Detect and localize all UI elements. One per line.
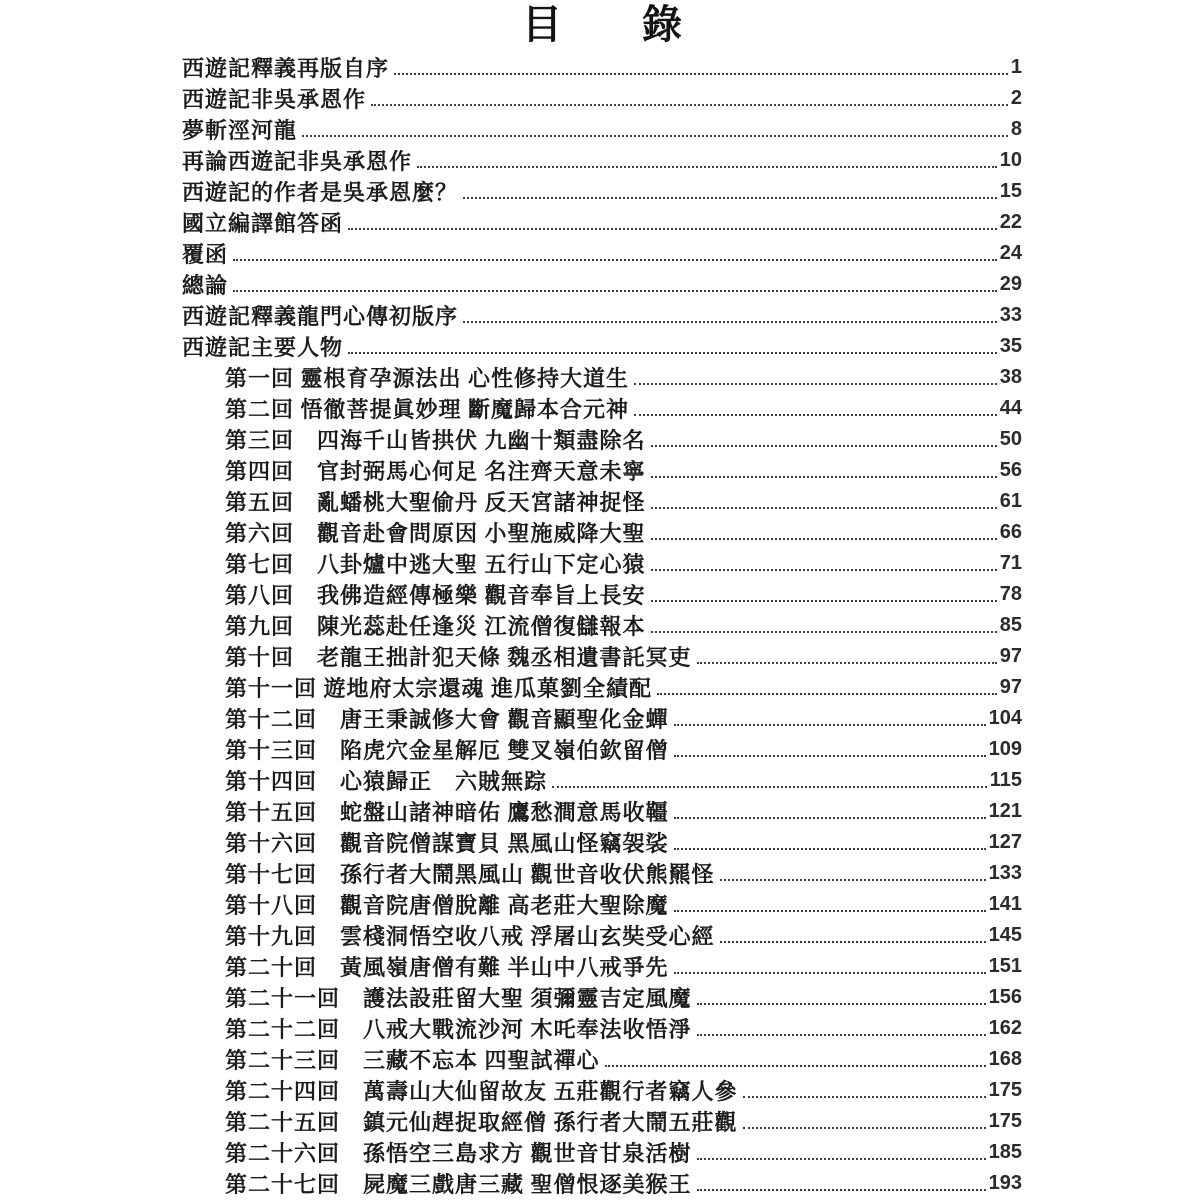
dot-leader: [674, 755, 986, 757]
toc-entry: [182, 268, 1022, 299]
toc-entry-text: 覆函: [182, 242, 229, 267]
toc-entry: [182, 299, 1022, 330]
toc-entry: [182, 1105, 1022, 1136]
dot-leader: [720, 879, 986, 881]
toc-page-number: 8: [1010, 118, 1022, 140]
dot-leader: [634, 383, 997, 385]
toc-entry: [182, 795, 1022, 826]
dot-leader: [233, 259, 997, 261]
toc-page-number: 29: [999, 273, 1022, 295]
toc-entry-text: 第十七回 孫行者大鬧黑風山 觀世音收伏熊羆怪: [225, 862, 715, 887]
toc-page-number: 71: [999, 552, 1022, 574]
toc-page-number: 168: [988, 1048, 1022, 1070]
dot-leader: [720, 941, 986, 943]
toc-page-number: 22: [999, 211, 1022, 233]
dot-leader: [743, 1096, 986, 1098]
toc-entry-text: 國立編譯館答函: [182, 211, 344, 236]
dot-leader: [463, 197, 997, 199]
dot-leader: [657, 693, 997, 695]
dot-leader: [651, 538, 997, 540]
toc-entry: [182, 950, 1022, 981]
toc-entry-text: 第七回 八卦爐中逃大聖 五行山下定心猿: [225, 552, 646, 577]
toc-page-number: 193: [988, 1172, 1022, 1194]
toc-list: [182, 51, 1022, 1198]
toc-entry-text: 第八回 我佛造經傳極樂 觀音奉旨上長安: [225, 583, 646, 608]
dot-leader: [348, 228, 997, 230]
toc-page-number: 97: [999, 645, 1022, 667]
toc-entry: [182, 578, 1022, 609]
toc-page-number: 104: [988, 707, 1022, 729]
toc-entry-text: 第十八回 觀音院唐僧脫離 高老莊大聖除魔: [225, 893, 669, 918]
dot-leader: [674, 817, 986, 819]
dot-leader: [697, 1034, 986, 1036]
toc-entry-text: 第三回 四海千山皆拱伏 九幽十類盡除名: [225, 428, 646, 453]
toc-entry: [182, 1074, 1022, 1105]
dot-leader: [634, 414, 997, 416]
toc-entry: [182, 485, 1022, 516]
toc-entry-text: 第二十七回 屍魔三戲唐三藏 聖僧恨逐美猴王: [225, 1172, 692, 1197]
dot-leader: [651, 569, 997, 571]
dot-leader: [674, 910, 986, 912]
toc-entry: [182, 547, 1022, 578]
toc-entry: [182, 175, 1022, 206]
toc-entry-text: 第二十五回 鎮元仙趕捉取經僧 孫行者大鬧五莊觀: [225, 1110, 738, 1135]
dot-leader: [697, 662, 997, 664]
toc-entry: [182, 857, 1022, 888]
toc-page-number: 133: [988, 862, 1022, 884]
toc-entry-text: 第十回 老龍王拙計犯天條 魏丞相遺書託冥吏: [225, 645, 692, 670]
dot-leader: [233, 290, 997, 292]
toc-entry-text: 第一回 靈根育孕源法出 心性修持大道生: [225, 366, 630, 391]
toc-entry: [182, 702, 1022, 733]
toc-entry-text: 總論: [182, 273, 229, 298]
toc-page-number: 44: [999, 397, 1022, 419]
toc-page-number: 151: [988, 955, 1022, 977]
toc-entry-text: 第九回 陳光蕊赴任逢災 江流僧復讎報本: [225, 614, 646, 639]
toc-entry: [182, 51, 1022, 82]
toc-entry: [182, 392, 1022, 423]
dot-leader: [674, 724, 986, 726]
toc-entry-text: 第十二回 唐王秉誠修大會 觀音顯聖化金蟬: [225, 707, 669, 732]
toc-entry: [182, 454, 1022, 485]
dot-leader: [651, 600, 997, 602]
dot-leader: [394, 73, 1008, 75]
toc-page-number: 35: [999, 335, 1022, 357]
toc-page-number: 127: [988, 831, 1022, 853]
toc-entry: [182, 82, 1022, 113]
toc-entry-text: 第十三回 陷虎穴金星解厄 雙叉嶺伯欽留僧: [225, 738, 669, 763]
toc-entry: [182, 1136, 1022, 1167]
toc-entry-text: 第十四回 心猿歸正 六賊無踪: [225, 769, 548, 794]
toc-entry-text: 第十九回 雲棧洞悟空收八戒 浮屠山玄奘受心經: [225, 924, 715, 949]
toc-page-number: 185: [988, 1141, 1022, 1163]
toc-entry-text: 西遊記釋義龍門心傳初版序: [182, 304, 459, 329]
dot-leader: [302, 135, 1008, 137]
toc-page-number: 78: [999, 583, 1022, 605]
toc-page-number: 145: [988, 924, 1022, 946]
toc-page-number: 1: [1010, 56, 1022, 78]
toc-entry-text: 第十六回 觀音院僧謀寶貝 黑風山怪竊袈裟: [225, 831, 669, 856]
toc-entry: [182, 888, 1022, 919]
toc-entry: [182, 826, 1022, 857]
toc-entry-text: 第二回 悟徹菩提眞妙理 斷魔歸本合元神: [225, 397, 630, 422]
toc-entry: [182, 1043, 1022, 1074]
toc-page-number: 24: [999, 242, 1022, 264]
toc-entry-text: 再論西遊記非吳承恩作: [182, 149, 413, 174]
toc-page-number: 175: [988, 1079, 1022, 1101]
toc-entry-text: 第二十回 黃風嶺唐僧有難 半山中八戒爭先: [225, 955, 669, 980]
toc-entry: [182, 1012, 1022, 1043]
toc-entry: [182, 330, 1022, 361]
toc-entry: [182, 113, 1022, 144]
dot-leader: [674, 972, 986, 974]
toc-entry-text: 夢斬涇河龍: [182, 118, 298, 143]
dot-leader: [651, 507, 997, 509]
toc-page-number: 15: [999, 180, 1022, 202]
toc-entry-text: 第五回 亂蟠桃大聖偷丹 反天宮諸神捉怪: [225, 490, 646, 515]
dot-leader: [651, 631, 997, 633]
toc-entry: [182, 361, 1022, 392]
toc-entry-text: 第十一回 遊地府太宗還魂 進瓜菓劉全績配: [225, 676, 653, 701]
toc-page-number: 38: [999, 366, 1022, 388]
toc-entry: [182, 640, 1022, 671]
toc-entry-text: 西遊記釋義再版自序: [182, 56, 390, 81]
toc-entry-text: 第二十六回 孫悟空三島求方 觀世音甘泉活樹: [225, 1141, 692, 1166]
dot-leader: [552, 786, 987, 788]
toc-page-number: 109: [988, 738, 1022, 760]
toc-page-number: 121: [988, 800, 1022, 822]
toc-page-number: 33: [999, 304, 1022, 326]
dot-leader: [348, 352, 997, 354]
toc-page-number: 56: [999, 459, 1022, 481]
dot-leader: [697, 1189, 986, 1191]
toc-entry: [182, 764, 1022, 795]
toc-page-number: 156: [988, 986, 1022, 1008]
toc-entry-text: 西遊記的作者是吳承恩麼？: [182, 180, 459, 205]
dot-leader: [651, 476, 997, 478]
toc-entry-text: 第二十二回 八戒大戰流沙河 木吒奉法收悟淨: [225, 1017, 692, 1042]
toc-entry: [182, 1167, 1022, 1198]
toc-entry: [182, 609, 1022, 640]
toc-page-number: 115: [989, 769, 1022, 791]
toc-page-number: 162: [988, 1017, 1022, 1039]
dot-leader: [697, 1158, 986, 1160]
dot-leader: [605, 1065, 986, 1067]
toc-entry-text: 西遊記非吳承恩作: [182, 87, 367, 112]
dot-leader: [371, 104, 1008, 106]
dot-leader: [417, 166, 997, 168]
toc-entry-text: 第二十三回 三藏不忘本 四聖試禪心: [225, 1048, 600, 1073]
toc-entry: [182, 919, 1022, 950]
dot-leader: [463, 321, 997, 323]
toc-entry: [182, 516, 1022, 547]
toc-page-number: 66: [999, 521, 1022, 543]
toc-entry: [182, 423, 1022, 454]
toc-entry: [182, 981, 1022, 1012]
toc-entry: [182, 671, 1022, 702]
toc-entry: [182, 206, 1022, 237]
dot-leader: [674, 848, 986, 850]
toc-entry: [182, 237, 1022, 268]
toc-entry: [182, 144, 1022, 175]
toc-page-number: 141: [988, 893, 1022, 915]
toc-page-number: 175: [988, 1110, 1022, 1132]
toc-page-number: 50: [999, 428, 1022, 450]
toc-entry-text: 第二十四回 萬壽山大仙留故友 五莊觀行者竊人參: [225, 1079, 738, 1104]
toc-entry-text: 西遊記主要人物: [182, 335, 344, 360]
toc-entry: [182, 733, 1022, 764]
dot-leader: [651, 445, 997, 447]
dot-leader: [743, 1127, 986, 1129]
toc-page-number: 10: [999, 149, 1022, 171]
toc-entry-text: 第二十一回 護法設莊留大聖 須彌靈吉定風魔: [225, 986, 692, 1011]
toc-page-number: 61: [999, 490, 1022, 512]
dot-leader: [697, 1003, 986, 1005]
toc-entry-text: 第六回 觀音赴會問原因 小聖施威降大聖: [225, 521, 646, 546]
toc-page-number: 97: [999, 676, 1022, 698]
toc-entry-text: 第四回 官封弼馬心何足 名注齊天意未寧: [225, 459, 646, 484]
page-title: 目 錄: [522, 2, 682, 47]
toc-page-number: 85: [999, 614, 1022, 636]
toc-page-number: 2: [1010, 87, 1022, 109]
toc-entry-text: 第十五回 蛇盤山諸神暗佑 鷹愁澗意馬收韁: [225, 800, 669, 825]
